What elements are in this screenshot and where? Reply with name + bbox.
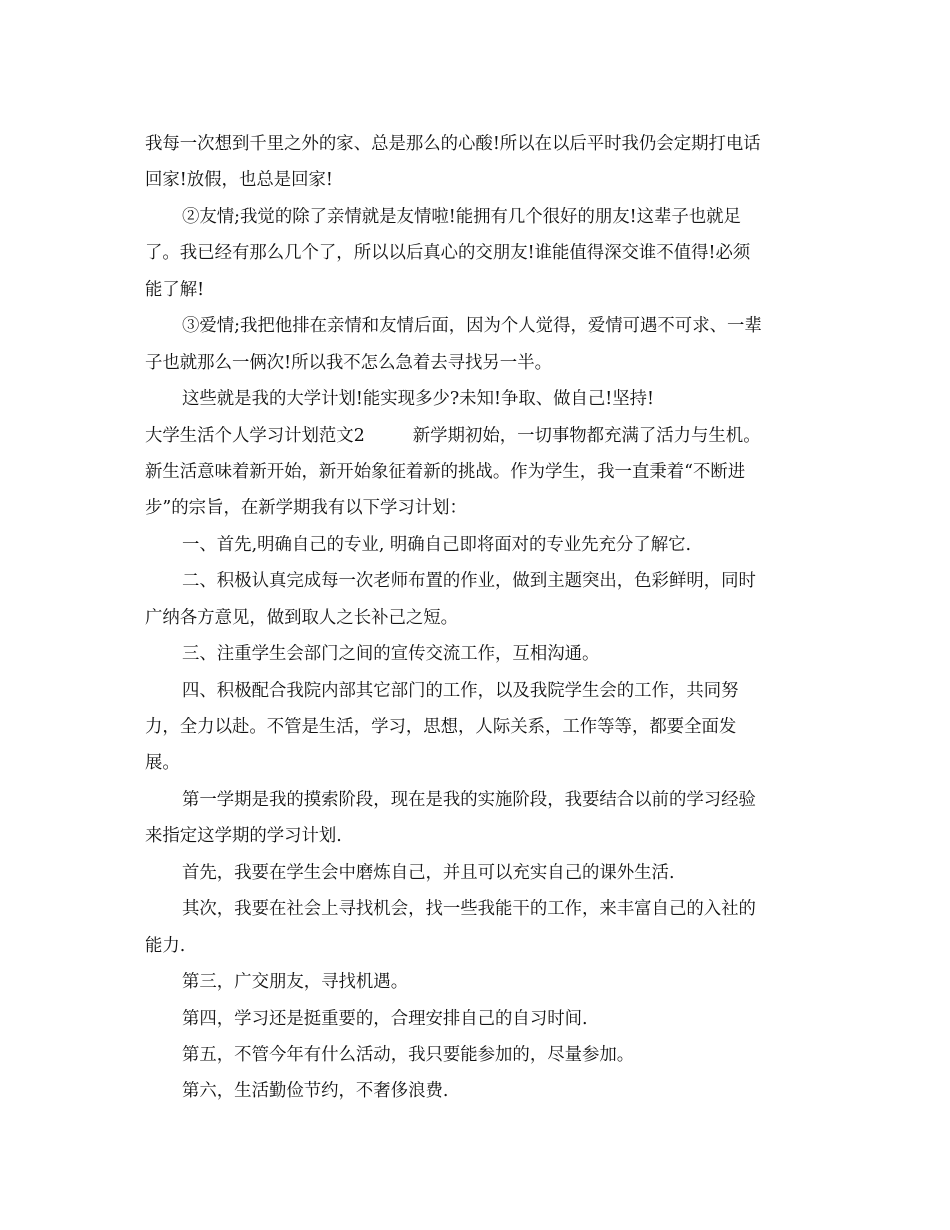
line-text: 三、注重学生会部门之间的宣传交流工作，互相沟通。 — [182, 644, 600, 665]
text-line — [145, 235, 810, 271]
text-line — [145, 891, 810, 927]
line-text: 四、积极配合我院内部其它部门的工作，以及我院学生会的工作，共同努 — [182, 680, 739, 701]
text-line — [145, 381, 810, 417]
line-text: 子也就那么一俩次!所以我不怎么急着去寻找另一半。 — [145, 352, 552, 373]
line-text: 第一学期是我的摸索阶段，现在是我的实施阶段，我要结合以前的学习经验 — [182, 789, 756, 810]
line-text: 其次，我要在社会上寻找机会，找一些我能干的工作，来丰富自己的入社的 — [182, 899, 756, 920]
line-text: 能了解! — [145, 279, 205, 300]
line-text: ③爱情;我把他排在亲情和友情后面，因为个人觉得，爱情可遇不可求、一辈 — [182, 316, 762, 337]
text-line — [145, 1073, 810, 1109]
text-line — [145, 709, 810, 745]
text-line — [145, 782, 810, 818]
line-text: 第四，学习还是挺重要的，合理安排自己的自习时间. — [182, 1008, 588, 1029]
line-text: 展。 — [145, 753, 180, 774]
line-text: 来指定这学期的学习计划. — [145, 826, 342, 847]
text-line — [145, 928, 810, 964]
text-line — [145, 1001, 810, 1037]
text-line — [145, 563, 810, 599]
text-line — [145, 418, 810, 454]
text-line — [145, 454, 810, 490]
line-text: 一、首先,明确自己的专业, 明确自己即将面对的专业先充分了解它. — [182, 534, 692, 555]
text-line — [145, 345, 810, 381]
line-text: 回家!放假，也总是回家! — [145, 170, 333, 191]
text-line — [145, 272, 810, 308]
line-text: 第三，广交朋友，寻找机遇。 — [182, 972, 409, 993]
text-line — [145, 855, 810, 891]
line-text: 这些就是我的大学计划!能实现多少?未知!争取、做自己!坚持! — [182, 389, 655, 410]
text-line — [145, 308, 810, 344]
text-line — [145, 199, 810, 235]
text-line — [145, 818, 810, 854]
text-line — [145, 600, 810, 636]
line-text: 能力. — [145, 935, 186, 956]
text-line — [145, 490, 810, 526]
line-text: 力，全力以赴。不管是生活，学习，思想，人际关系，工作等等，都要全面发 — [145, 717, 737, 737]
line-text: 新学期初始，一切事物都充满了活力与生机。 — [412, 425, 761, 446]
text-line — [145, 636, 810, 672]
document-body — [145, 126, 810, 1110]
text-line — [145, 1037, 810, 1073]
text-line — [145, 162, 810, 198]
text-line — [145, 964, 810, 1000]
line-text: 第五，不管今年有什么活动，我只要能参加的，尽量参加。 — [182, 1044, 635, 1065]
line-text: 我每一次想到千里之外的家、总是那么的心酸!所以在以后平时我仍会定期打电话 — [145, 134, 761, 154]
line-text: 广纳各方意见，做到取人之长补己之短。 — [145, 607, 459, 628]
line-text: 新生活意味着新开始，新开始象征着新的挑战。作为学生，我一直秉着“不断进 — [145, 461, 746, 482]
line-text: 第六，生活勤俭节约，不奢侈浪费. — [182, 1081, 449, 1102]
line-text: 首先，我要在学生会中磨炼自己，并且可以充实自己的课外生活. — [182, 862, 675, 883]
text-line — [145, 673, 810, 709]
text-line — [145, 126, 810, 162]
text-line — [145, 527, 810, 563]
section-heading: 大学生活个人学习计划范文2 — [145, 425, 365, 446]
line-text: 了。我已经有那么几个了，所以以后真心的交朋友!谁能值得深交谁不值得!必须 — [145, 243, 751, 264]
line-text: ②友情;我觉的除了亲情就是友情啦!能拥有几个很好的朋友!这辈子也就足 — [182, 206, 741, 227]
text-line — [145, 745, 810, 781]
line-text: 二、积极认真完成每一次老师布置的作业，做到主题突出，色彩鲜明，同时 — [182, 571, 756, 592]
line-text: 步”的宗旨，在新学期我有以下学习计划： — [145, 498, 467, 519]
